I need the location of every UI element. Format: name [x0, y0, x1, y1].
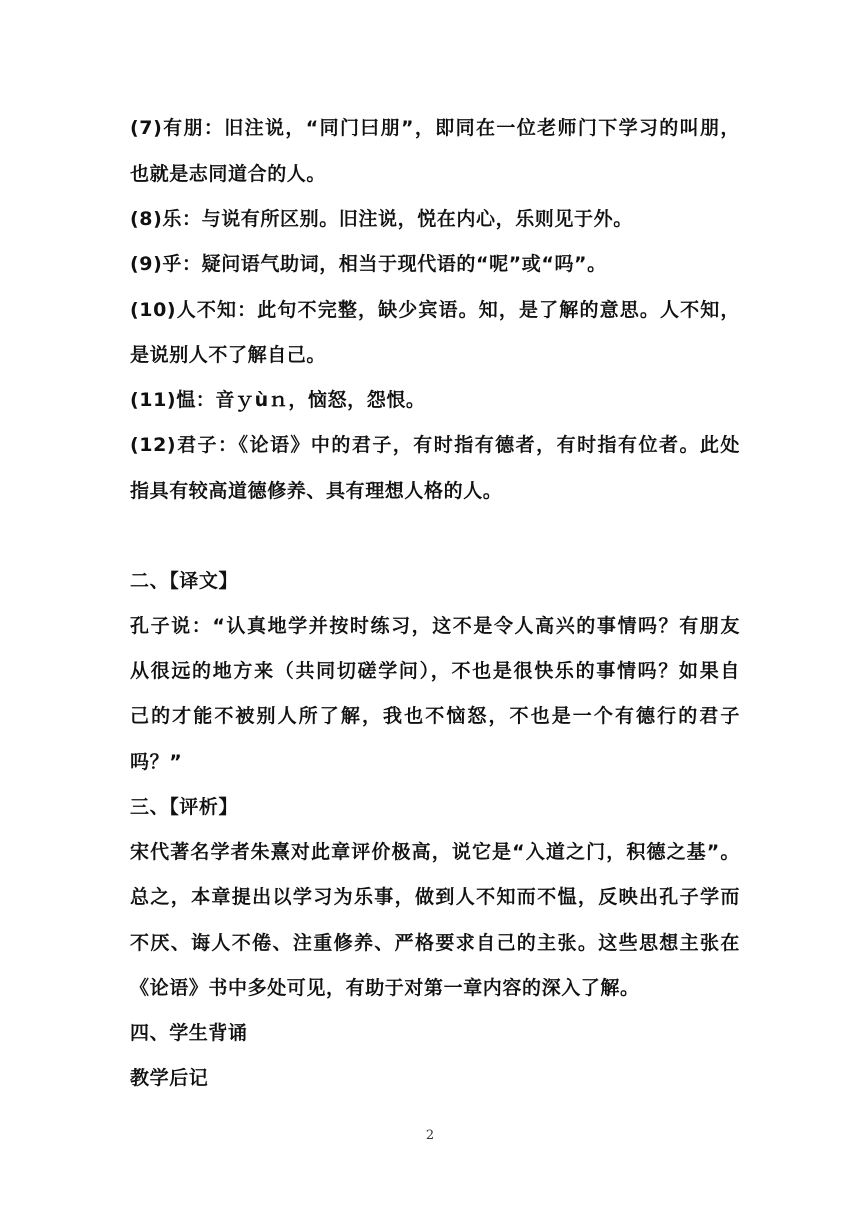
note-12-line-1: (12)君子：《论语》中的君子，有时指有德者，有时指有位者。此处: [130, 434, 740, 456]
note-12-line-2: 指具有较高道德修养、具有理想人格的人。: [130, 480, 503, 502]
note-7-line-2: 也就是志同道合的人。: [130, 163, 327, 185]
analysis-line-3: 不厌、诲人不倦、注重修养、严格要求自己的主张。这些思想主张在: [130, 932, 740, 954]
analysis-line-4: 《论语》书中多处可见，有助于对第一章内容的深入了解。: [130, 977, 640, 999]
translation-line-2: 从很远的地方来（共同切磋学问），不也是很快乐的事情吗？如果自: [130, 660, 740, 682]
translation-line-1: 孔子说：“认真地学并按时练习，这不是令人高兴的事情吗？有朋友: [130, 615, 740, 637]
note-7-line-1: (7)有朋：旧注说，“同门曰朋”，即同在一位老师门下学习的叫朋，: [130, 117, 740, 139]
postscript-heading: 教学后记: [130, 1067, 209, 1089]
note-11: (11)愠：音ｙùｎ，恼怒，怨恨。: [130, 389, 426, 411]
note-10-line-1: (10)人不知：此句不完整，缺少宾语。知，是了解的意思。人不知，: [130, 299, 740, 321]
note-8: (8)乐：与说有所区别。旧注说，悦在内心，乐则见于外。: [130, 208, 633, 230]
page-number: 2: [425, 1128, 435, 1143]
translation-line-3: 己的才能不被别人所了解，我也不恼怒，不也是一个有德行的君子: [130, 705, 740, 727]
note-9: (9)乎：疑问语气助词，相当于现代语的“呢”或“吗”。: [130, 253, 607, 275]
analysis-heading: 三、【评析】: [130, 796, 239, 818]
translation-line-4: 吗？”: [130, 751, 183, 773]
analysis-line-2: 总之，本章提出以学习为乐事，做到人不知而不愠，反映出孔子学而: [130, 886, 740, 908]
note-10-line-2: 是说别人不了解自己。: [130, 344, 327, 366]
recitation-heading: 四、学生背诵: [130, 1022, 248, 1044]
analysis-line-1: 宋代著名学者朱熹对此章评价极高，说它是“入道之门，积德之基”。: [130, 841, 740, 863]
translation-heading: 二、【译文】: [130, 570, 239, 592]
